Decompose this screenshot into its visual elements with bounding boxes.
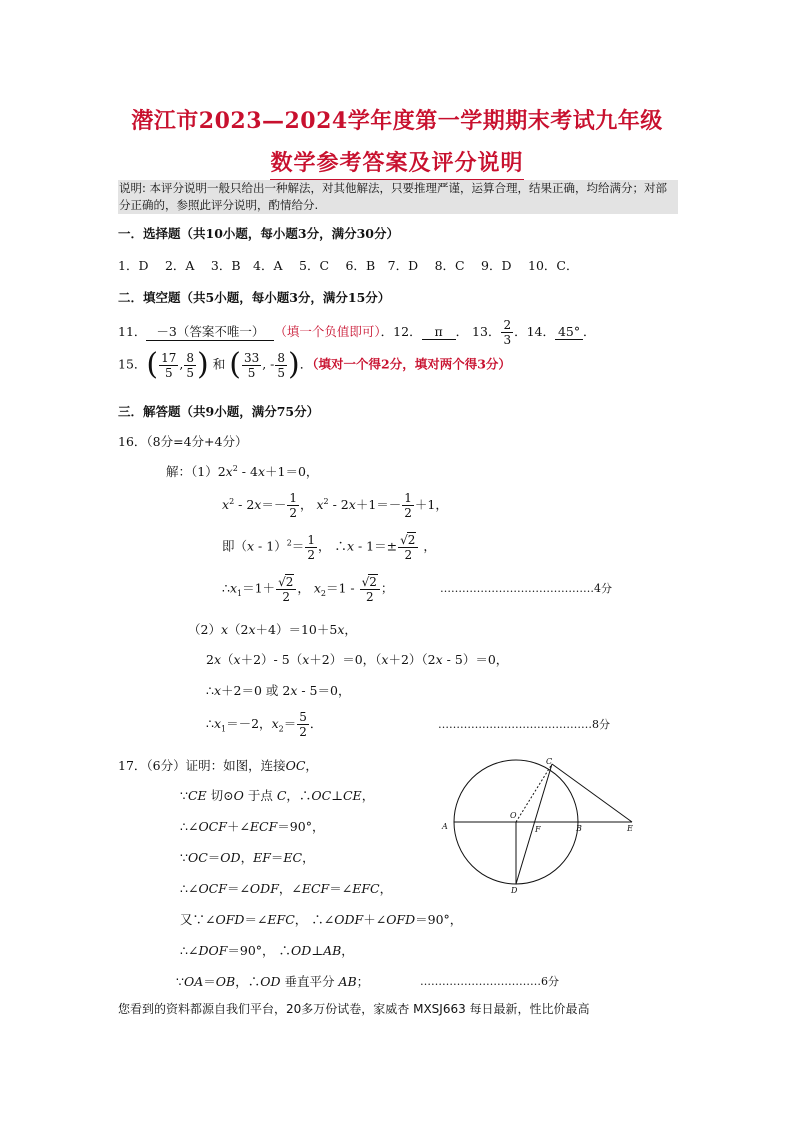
label-a: A [442,822,448,831]
label-d: D [511,886,518,895]
section3-heading: 三．解答题（共9小题，满分75分） [118,404,320,419]
q16-heading: 16．（8分=4分+4分） [118,434,248,449]
q16-line2: $x^2 - 2x=-$ $\frac{1}{2}$ ， $x^2 - 2x+1=-$ $\frac{1}{2}$ ＋1， [222,491,448,520]
label-f: F [535,825,541,834]
q11-answer: －3（答案不唯一） [146,322,274,341]
label-c: C [546,757,553,766]
q17-line3: ∵OC＝OD，EF＝EC， [180,850,315,865]
q16-line7: ∴x＋2＝0 或 2x - 5＝0， [206,683,351,698]
q17-line2: ∴∠OCF＋∠ECF＝90°， [180,819,325,834]
q17-line6: ∴∠DOF＝90°， ∴OD⊥AB， [180,943,354,958]
q17-heading: 17．（6分）证明：如图，连接OC， [118,758,318,773]
section2-heading: 二．填空题（共5小题，每小题3分，满分15分） [118,290,391,305]
segment-cd [516,764,552,884]
exam-subtitle: 数学参考答案及评分说明 [0,146,794,180]
q16-line8: $\therefore x_1=-2$，$x_2=$ $\frac{5}{2}$ ． [206,710,323,739]
q16-line5: （2）x（2x＋4）＝10＋5x， [188,622,357,637]
fill-answer-15: 15．( $\frac{17}{5}$ , $\frac{8}{5}$ ) 和 ( $\frac{33}{5}$ , - $\frac{8}{5}$ )．（填对一个得2分，填对两个得3分） [118,347,511,382]
exam-title: 潜江市2023—2024学年度第一学期期末考试九年级 [131,108,663,134]
q17-line7: ∵OA＝OB，∴OD 垂直平分 AB； [176,974,370,989]
q16-line6: 2x（x＋2）- 5（x＋2）＝0，（x＋2）（2x - 5）＝0， [206,652,509,667]
q16-score-1: ……………………………………4分 [440,582,612,595]
q17-line1: ∵CE 切⊙O 于点 C，∴OC⊥CE， [180,788,375,803]
label-e: E [627,824,633,833]
q16-line1: 解：$(1)2x^2 - 4x+1=0$， [166,463,319,479]
fill-answers-11-14: 11． －3（答案不唯一） （填一个负值即可）．12． π ． 13． $\frac{2}{3}$ ．14． 45° ． [118,318,596,347]
q16-line4: $\therefore x_1=1+$ $\frac{√2}{2}$ ， $x_2=1$ - $\frac{√2}{2}$ ； [222,575,394,604]
circle-tangent-figure [436,756,646,898]
section1-answers: 1．D 2．A 3．B 4．A 5．C 6．B 7．D 8．C 9．D 10．C． [118,258,579,273]
q12-answer: π [422,324,456,340]
q17-line4: ∴∠OCF＝∠ODF，∠ECF＝∠EFC， [180,881,393,896]
scoring-note: 说明: 本评分说明一般只给出一种解法，对其他解法，只要推理严谨，运算合理，结果正确，均给满分；对部分正确的，参照此评分说明，酌情给分. [118,180,678,214]
q11-note: （填一个负值即可） [274,324,381,339]
q14-answer: 45° [555,324,583,340]
q17-score: ……………………………6分 [420,975,559,988]
section1-heading: 一．选择题（共10小题，每小题3分，满分30分） [118,226,399,241]
q16-line3: 即（x - 1）$^2$＝ $\frac{1}{2}$ ， ∴x - 1＝± $\frac{√2}{2}$ ， [222,532,436,562]
footer-ad: 您看到的资料都源自我们平台，20多万份试卷，家威杏 MXSJ663 每日最新，性比价最高 [118,1002,590,1016]
q17-line5: 又∵∠OFD＝∠EFC， ∴∠ODF＋∠OFD＝90°， [180,912,463,927]
q15-note: （填对一个得2分，填对两个得3分） [312,356,511,372]
q13-fraction: $\frac{2}{3}$ [503,318,512,347]
segment-oc [516,764,552,822]
tangent-ce [552,764,632,822]
q16-score-2: ……………………………………8分 [438,718,610,731]
label-b: B [576,824,582,833]
label-o: O [510,811,517,820]
